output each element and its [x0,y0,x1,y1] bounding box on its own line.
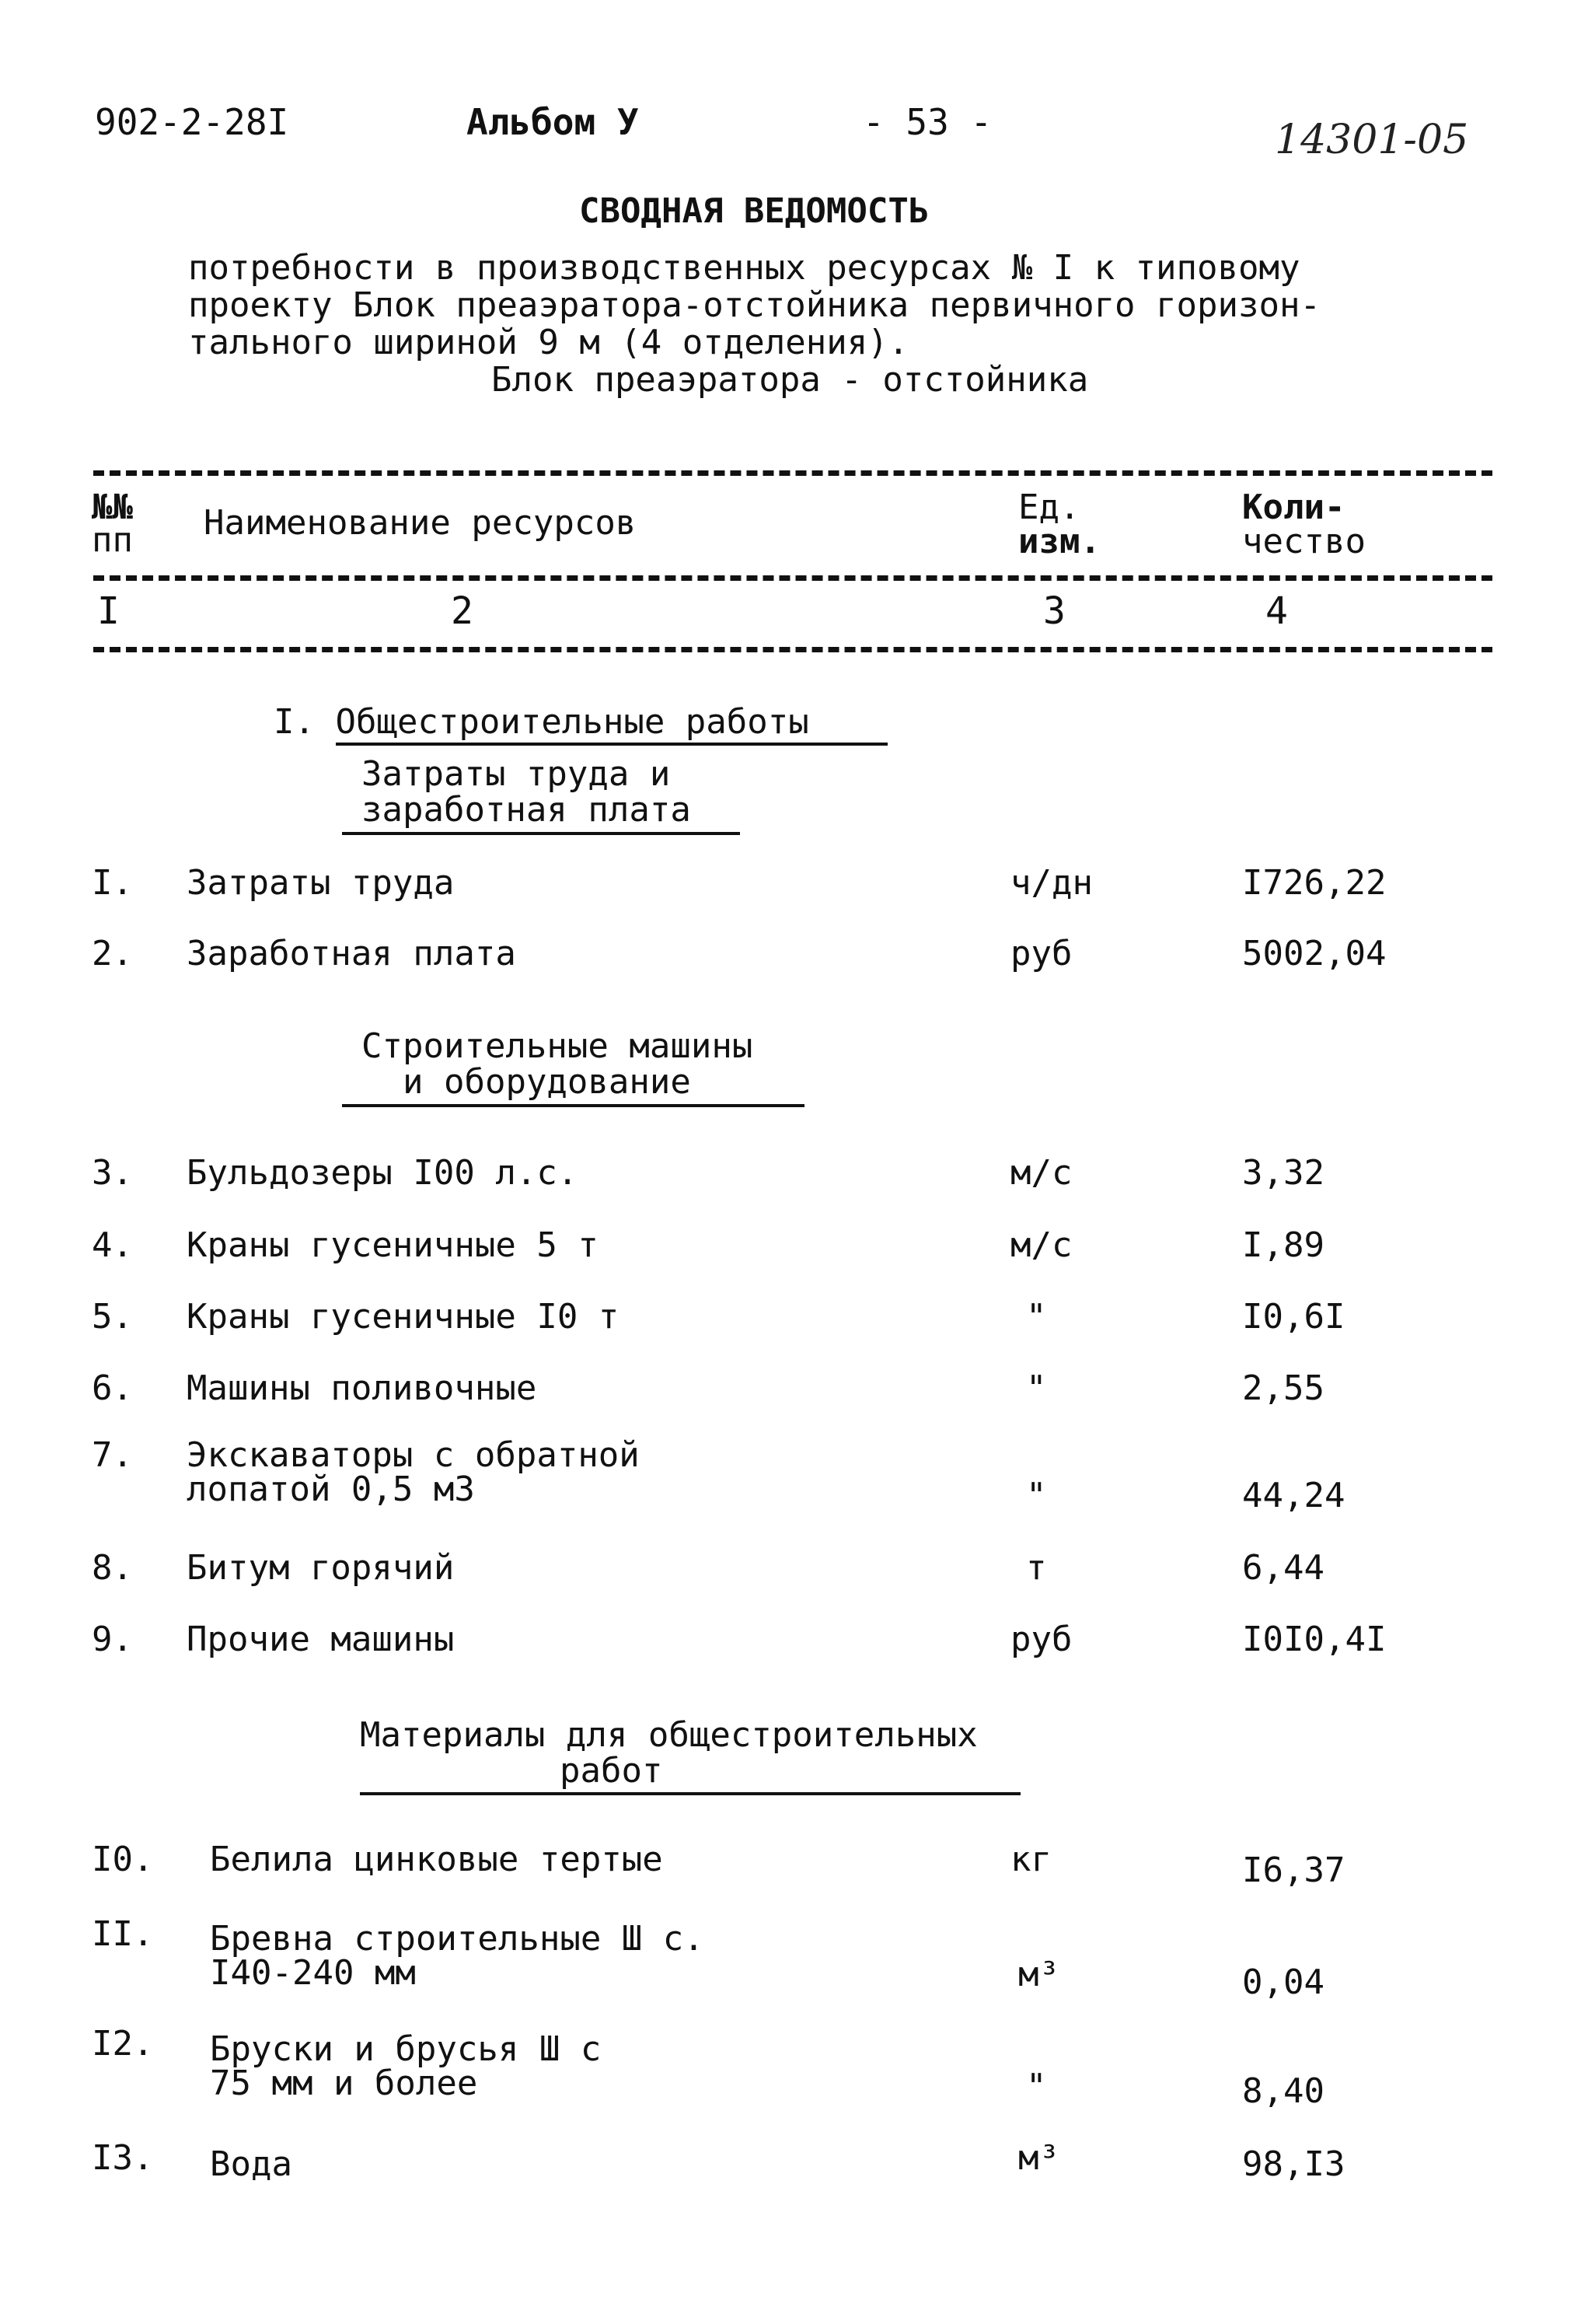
row-5-no: 5. [92,1297,133,1337]
col-header-no-1: №№ [92,488,133,527]
row-13-unit: м³ [1018,2138,1059,2178]
row-11-name-line-1: Бревна строительные Ш с. [210,1919,704,1959]
subsection-labor-line-1: Затраты труда и [361,754,671,794]
row-12-qty: 8,40 [1242,2071,1324,2111]
row-5-unit: " [1026,1297,1047,1337]
col-header-no-2: пп [92,520,133,560]
subsection-machines-underline [342,1104,804,1107]
row-8-no: 8. [92,1548,133,1588]
col-header-name: Наименование ресурсов [204,503,637,543]
document-subtitle: Блок преаэратора - отстойника [491,360,1089,400]
row-5-name: Краны гусеничные I0 т [187,1297,619,1337]
table-numbers-rule [93,647,1492,652]
row-4-qty: I,89 [1242,1225,1324,1265]
row-7-no: 7. [92,1435,133,1475]
subsection-labor-line-2: заработная плата [361,790,691,830]
row-10-name: Белила цинковые тертые [210,1840,663,1879]
subsection-materials-line-1: Материалы для общестроительных [360,1715,978,1755]
row-1-qty: I726,22 [1242,863,1387,903]
table-top-rule [93,470,1492,476]
row-3-qty: 3,32 [1242,1153,1324,1193]
row-4-unit: м/с [1010,1225,1073,1265]
row-12-no: I2. [92,2024,154,2064]
row-1-unit: ч/дн [1010,863,1093,903]
row-8-qty: 6,44 [1242,1548,1324,1588]
row-9-qty: I0I0,4I [1242,1620,1387,1659]
row-6-name: Машины поливочные [187,1368,537,1408]
row-2-name: Заработная плата [187,934,516,973]
row-9-no: 9. [92,1620,133,1659]
subsection-materials-underline [360,1792,1021,1795]
subsection-materials-line-2: работ [560,1751,663,1791]
row-13-no: I3. [92,2138,154,2178]
intro-line-1: потребности в производственных ресурсах № I к типовому [188,248,1300,288]
col-number-2: 2 [451,589,473,633]
row-2-no: 2. [92,934,133,973]
row-6-no: 6. [92,1368,133,1408]
row-3-name: Бульдозеры I00 л.с. [187,1153,578,1193]
row-10-unit: кг [1010,1840,1052,1879]
album-label: Альбом У [466,101,639,143]
row-2-qty: 5002,04 [1242,934,1387,973]
row-10-qty: I6,37 [1242,1850,1345,1890]
row-12-unit: " [1026,2067,1047,2106]
document-code: 902-2-28I [95,101,289,143]
row-11-unit: м³ [1018,1955,1059,1994]
subsection-machines-line-1: Строительные машины [361,1026,753,1066]
col-number-1: I [97,589,120,633]
intro-line-3: тального шириной 9 м (4 отделения). [188,323,909,362]
row-7-unit: " [1026,1476,1047,1515]
section-title-underline [336,743,888,746]
row-11-no: II. [92,1914,154,1954]
subsection-machines-line-2: и оборудование [403,1062,691,1102]
row-7-qty: 44,24 [1242,1476,1345,1515]
col-header-unit-2: изм. [1018,522,1101,561]
row-3-no: 3. [92,1153,133,1193]
row-7-name-line-1: Экскаваторы с обратной [187,1435,640,1475]
row-4-name: Краны гусеничные 5 т [187,1225,599,1265]
handwritten-number: 14301-05 [1275,117,1469,163]
col-header-unit-1: Ед. [1018,488,1080,527]
row-9-unit: руб [1010,1620,1073,1659]
row-10-no: I0. [92,1840,154,1879]
subsection-labor-underline [342,832,740,835]
col-header-qty-2: чество [1242,522,1366,561]
table-header-rule [93,575,1492,581]
row-8-name: Битум горячий [187,1548,455,1588]
row-3-unit: м/с [1010,1153,1073,1193]
col-header-qty-1: Коли- [1242,488,1345,527]
row-6-unit: " [1026,1368,1047,1408]
row-13-qty: 98,I3 [1242,2144,1345,2184]
row-12-name-line-1: Бруски и брусья Ш с [210,2029,602,2069]
row-11-qty: 0,04 [1242,1962,1324,2002]
row-11-name-line-2: I40-240 мм [210,1953,416,1993]
row-1-no: I. [92,863,133,903]
row-9-name: Прочие машины [187,1620,455,1659]
row-2-unit: руб [1010,934,1073,973]
row-6-qty: 2,55 [1242,1368,1324,1408]
row-12-name-line-2: 75 мм и более [210,2064,478,2103]
col-number-3: 3 [1043,589,1066,633]
row-4-no: 4. [92,1225,133,1265]
row-7-name-line-2: лопатой 0,5 м3 [187,1470,475,1509]
document-title: СВОДНАЯ ВЕДОМОСТЬ [579,191,930,231]
col-number-4: 4 [1265,589,1288,633]
intro-line-2: проекту Блок преаэратора-отстойника первичного горизон- [188,285,1321,325]
row-8-unit: т [1026,1548,1047,1588]
row-1-name: Затраты труда [187,863,455,903]
page-number: - 53 - [863,101,993,143]
row-13-name: Вода [210,2144,292,2184]
section-title: I. Общестроительные работы [274,702,809,742]
row-5-qty: I0,6I [1242,1297,1345,1337]
